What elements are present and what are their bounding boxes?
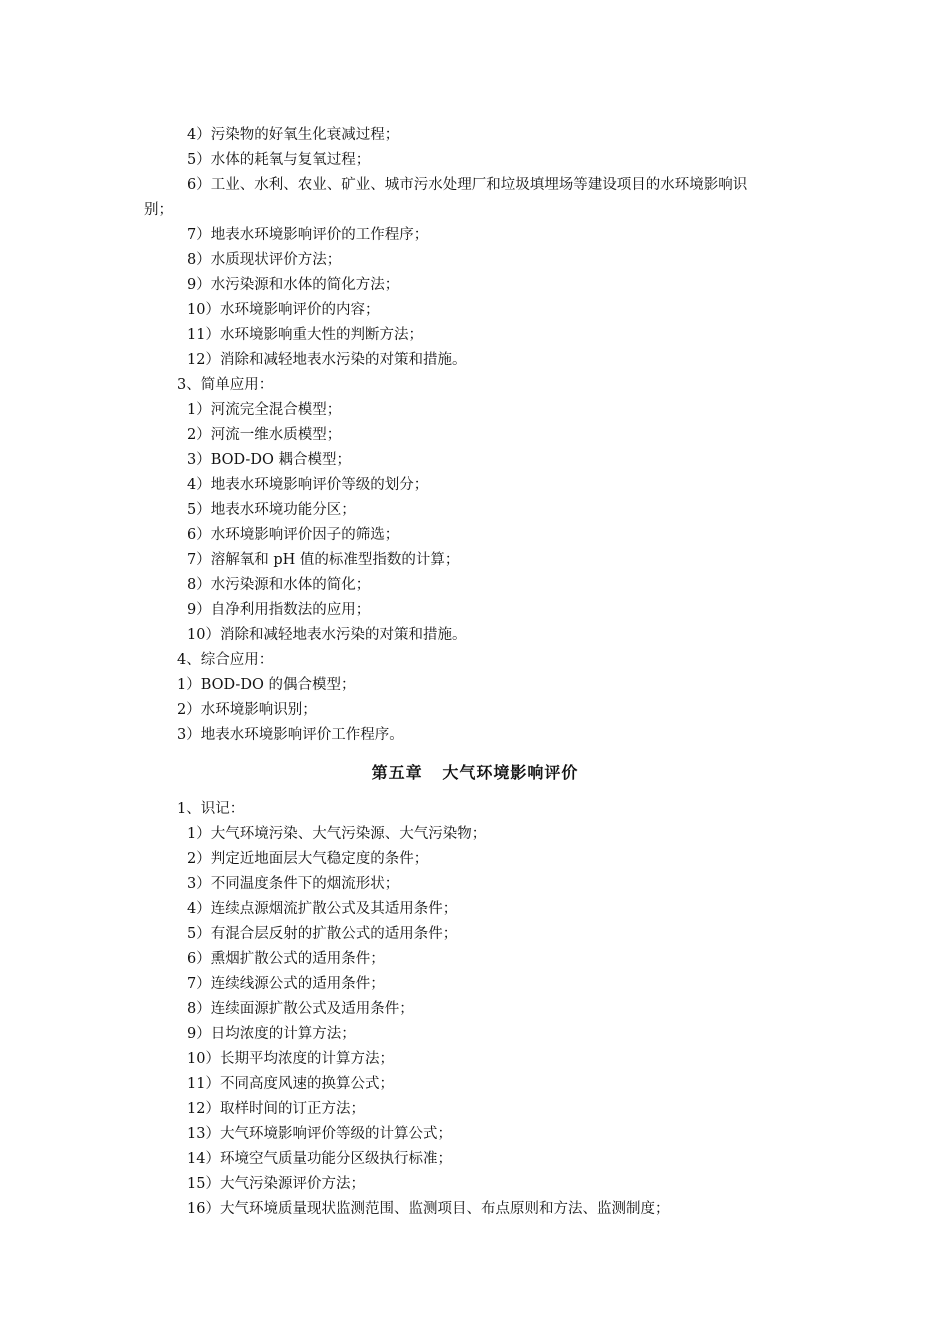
list-item: 6）工业、水利、农业、矿业、城市污水处理厂和垃圾填埋场等建设项目的水环境影响识 — [187, 177, 748, 193]
list-item: 8）水污染源和水体的简化； — [187, 577, 371, 593]
section-title-simple-application: 3、简单应用： — [177, 377, 274, 393]
list-item: 10）长期平均浓度的计算方法； — [187, 1051, 394, 1067]
list-item: 6）水环境影响评价因子的筛选； — [187, 527, 400, 543]
list-item: 14）环境空气质量功能分区级执行标准； — [187, 1151, 452, 1167]
list-item: 7）地表水环境影响评价的工作程序； — [187, 227, 429, 243]
list-item: 4）污染物的好氧生化衰减过程； — [187, 127, 400, 143]
section-title-recall: 1、识记： — [177, 801, 245, 817]
list-item: 11）水环境影响重大性的判断方法； — [187, 327, 423, 343]
list-item-continuation: 别； — [144, 202, 173, 218]
list-item: 1）大气环境污染、大气污染源、大气污染物； — [187, 826, 487, 842]
list-item: 2）河流一维水质模型； — [187, 427, 342, 443]
list-item: 3）不同温度条件下的烟流形状； — [187, 876, 400, 892]
list-item: 2）水环境影响识别； — [177, 702, 317, 718]
list-item: 13）大气环境影响评价等级的计算公式； — [187, 1126, 452, 1142]
list-item: 10）水环境影响评价的内容； — [187, 302, 380, 318]
list-item: 9）日均浓度的计算方法； — [187, 1026, 356, 1042]
chapter-heading: 第五章 大气环境影响评价 — [371, 763, 579, 782]
list-item: 15）大气污染源评价方法； — [187, 1176, 365, 1192]
list-item: 11）不同高度风速的换算公式； — [187, 1076, 394, 1092]
list-item: 6）熏烟扩散公式的适用条件； — [187, 951, 385, 967]
list-item: 9）水污染源和水体的简化方法； — [187, 277, 400, 293]
list-item: 12）取样时间的订正方法； — [187, 1101, 365, 1117]
list-item: 5）水体的耗氧与复氧过程； — [187, 152, 371, 168]
list-item: 9）自净利用指数法的应用； — [187, 602, 371, 618]
list-item: 3）BOD-DO 耦合模型； — [187, 452, 351, 468]
list-item: 5）地表水环境功能分区； — [187, 502, 356, 518]
list-item: 1）BOD-DO 的偶合模型； — [177, 677, 356, 693]
list-item: 10）消除和减轻地表水污染的对策和措施。 — [187, 627, 467, 643]
list-item: 12）消除和减轻地表水污染的对策和措施。 — [187, 352, 467, 368]
list-item: 2）判定近地面层大气稳定度的条件； — [187, 851, 429, 867]
list-item: 16）大气环境质量现状监测范围、监测项目、布点原则和方法、监测制度； — [187, 1201, 670, 1217]
list-item: 4）地表水环境影响评价等级的划分； — [187, 477, 429, 493]
list-item: 7）溶解氧和 pH 值的标准型指数的计算； — [187, 552, 460, 568]
list-item: 5）有混合层反射的扩散公式的适用条件； — [187, 926, 458, 942]
list-item: 3）地表水环境影响评价工作程序。 — [177, 727, 404, 743]
section-title-comprehensive-application: 4、综合应用： — [177, 652, 274, 668]
list-item: 1）河流完全混合模型； — [187, 402, 342, 418]
list-item: 4）连续点源烟流扩散公式及其适用条件； — [187, 901, 458, 917]
list-item: 8）水质现状评价方法； — [187, 252, 342, 268]
list-item: 8）连续面源扩散公式及适用条件； — [187, 1001, 414, 1017]
list-item: 7）连续线源公式的适用条件； — [187, 976, 385, 992]
